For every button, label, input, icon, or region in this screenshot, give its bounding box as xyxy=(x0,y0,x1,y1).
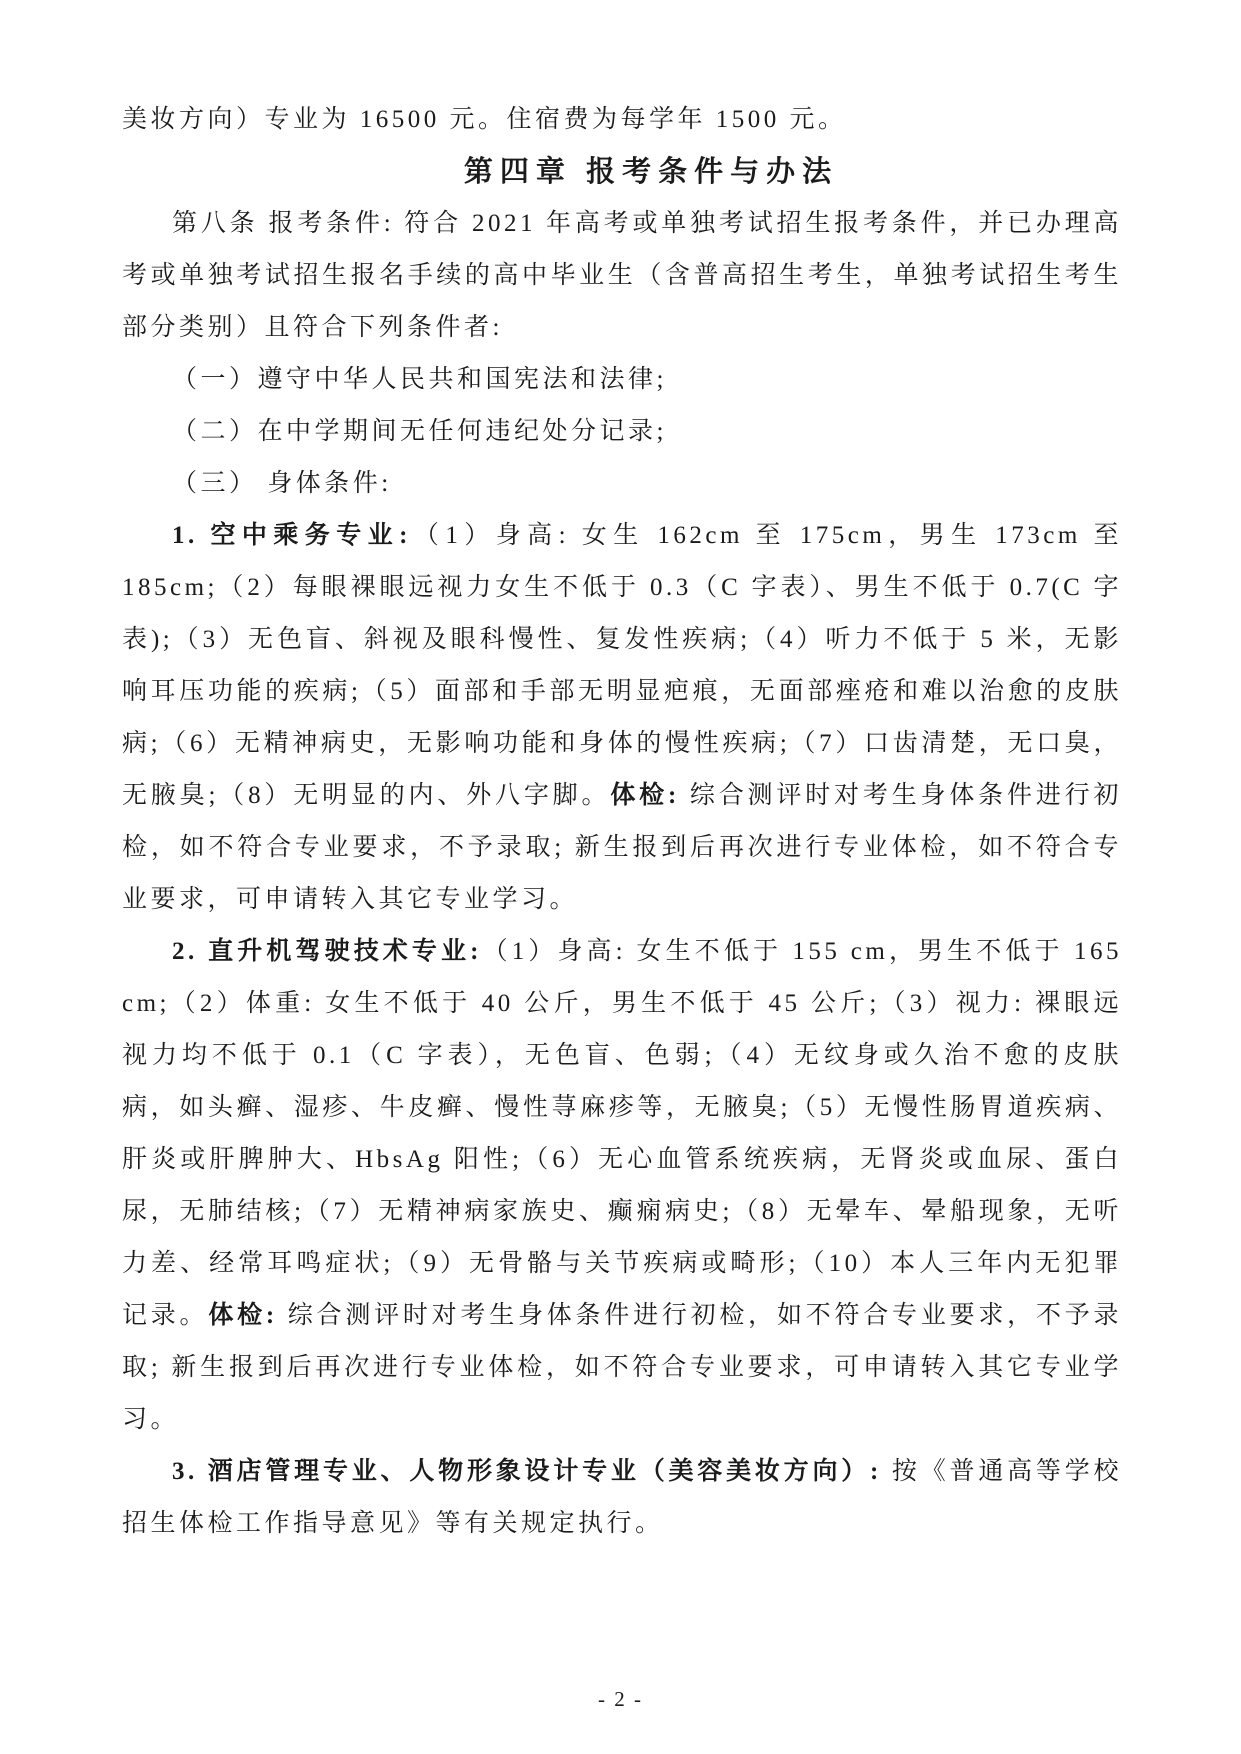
major-2-medical-exam-text: 综合测评时对考生身体条件进行初检，如不符合专业要求，不予录取; 新生报到后再次进行专业体检，如不符合专业要求，可申请转入其它专业学习。 xyxy=(122,1302,1122,1433)
document-content xyxy=(122,94,1122,1550)
article-8-paragraph: 第八条 报考条件: 符合 2021 年高考或单独考试招生报考条件，并已办理高考或单独考试招生报名手续的高中毕业生（含普高招生考生，单独考试招生考生部分类别）且符合下列条件者: xyxy=(122,210,1122,341)
continuation-line: 美妆方向）专业为 16500 元。住宿费为每学年 1500 元。 xyxy=(122,106,847,133)
major-1-label: 1. 空中乘务专业: xyxy=(172,522,411,549)
major-3-paragraph xyxy=(122,1446,1122,1550)
condition-item-2: （二）在中学期间无任何违纪处分记录; xyxy=(172,418,667,445)
major-2-paragraph xyxy=(122,926,1122,1446)
chapter-heading: 第四章 报考条件与办法 xyxy=(463,156,839,188)
major-1-medical-exam-text: 综合测评时对考生身体条件进行初检，如不符合专业要求，不予录取; 新生报到后再次进行专业体检，如不符合专业要求，可申请转入其它专业学习。 xyxy=(122,782,1122,913)
condition-item-3: （三） 身体条件: xyxy=(172,470,392,497)
major-3-label: 3. 酒店管理专业、人物形象设计专业（美容美妆方向）: xyxy=(172,1458,882,1485)
page-number-footer: - 2 - xyxy=(598,1687,643,1711)
major-3-text: 按《普通高等学校招生体检工作指导意见》等有关规定执行。 xyxy=(122,1458,1122,1537)
major-2-label: 2. 直升机驾驶技术专业: xyxy=(172,938,482,965)
major-1-medical-exam-label: 体检: xyxy=(610,782,680,809)
major-2-medical-exam-label: 体检: xyxy=(208,1302,278,1329)
condition-item-1: （一）遵守中华人民共和国宪法和法律; xyxy=(172,366,667,393)
major-1-paragraph xyxy=(122,510,1122,926)
major-1-requirements: （1）身高: 女生 162cm 至 175cm，男生 173cm 至 185cm;（2）每眼裸眼远视力女生不低于 0.3（C 字表）、男生不低于 0.7(C 字表);（3）无色盲、斜视及眼科慢性、复发性疾病;（4）听力不低于 5 米，无影响耳压功能的疾病;（5）面部和手部无明显疤痕，无面部痤疮和难以治愈的皮肤病;（6）无精神病史，无影响功能和身体的慢性疾病;（7）口齿清楚，无口臭，无腋臭;（8）无明显的内、外八字脚。 xyxy=(122,522,1122,809)
major-2-requirements: （1）身高: 女生不低于 155 cm，男生不低于 165 cm;（2）体重: 女生不低于 40 公斤，男生不低于 45 公斤;（3）视力: 裸眼远视力均不低于 0.1（C 字表），无色盲、色弱;（4）无纹身或久治不愈的皮肤病，如头癣、湿疹、牛皮癣、慢性荨麻疹等，无腋臭;（5）无慢性肠胃道疾病、肝炎或肝脾肿大、HbsAg 阳性;（6）无心血管系统疾病，无肾炎或血尿、蛋白尿，无肺结核;（7）无精神病家族史、癫痫病史;（8）无晕车、晕船现象，无听力差、经常耳鸣症状;（9）无骨骼与关节疾病或畸形;（10）本人三年内无犯罪记录。 xyxy=(122,938,1122,1329)
